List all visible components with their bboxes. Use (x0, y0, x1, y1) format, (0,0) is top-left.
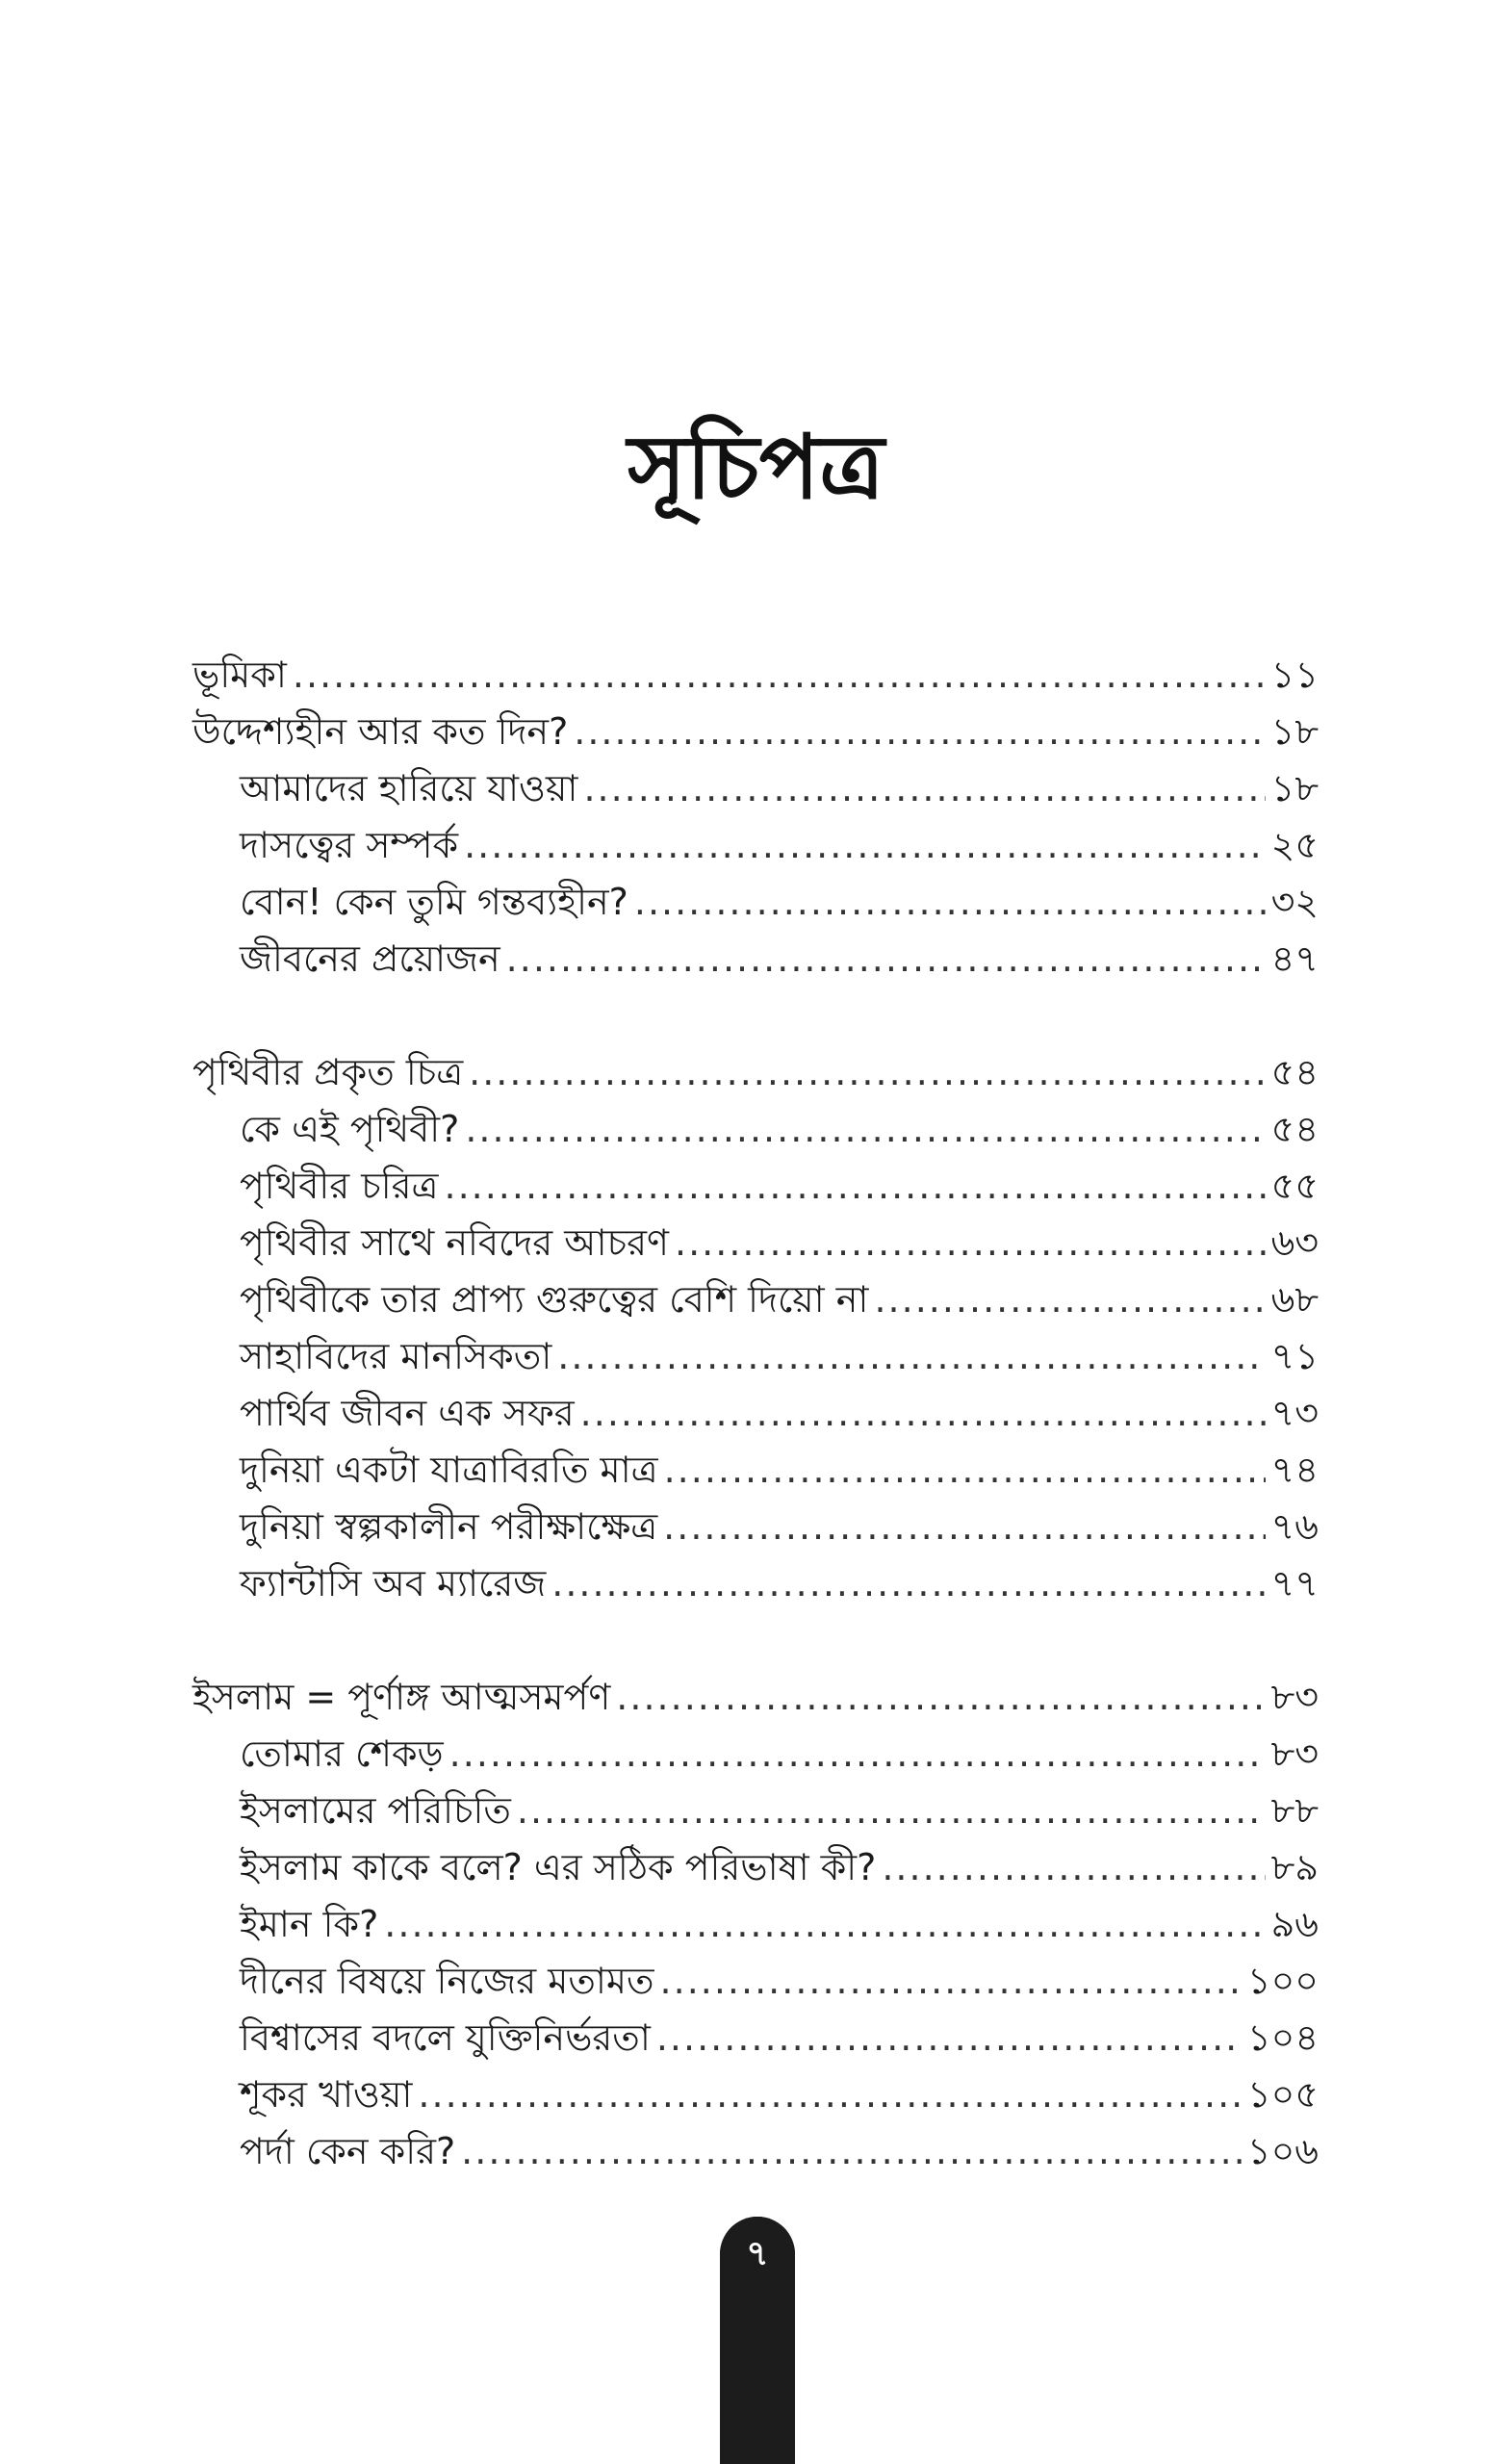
toc-subentry (192, 1158, 1319, 1215)
toc-entry-page-number: ১০৬ (1246, 2130, 1319, 2172)
toc-entry-page-number: ৯৬ (1270, 1903, 1319, 1945)
toc-entry-label: দীনের বিষয়ে নিজের মতামত (240, 1960, 654, 2002)
toc-subentry (192, 1271, 1319, 1328)
toc-subentry (192, 874, 1319, 931)
toc-entry (192, 1044, 1319, 1101)
toc-entry-page-number: ৫৫ (1270, 1165, 1319, 1207)
toc-entry-label: ভূমিকা (192, 654, 287, 696)
toc-entry-label: পৃথিবীর সাথে নবিদের আচরণ (240, 1221, 669, 1264)
toc-entry-label: ফ্যান্টাসি অব ম্যারেজ (240, 1562, 547, 1604)
page-title: সূচিপত্র (628, 416, 884, 519)
toc-subentry (192, 1442, 1319, 1499)
toc-entry-label: জীবনের প্রয়োজন (240, 937, 500, 980)
toc-entry-label: পৃথিবীর চরিত্র (240, 1165, 439, 1207)
toc-entry-label: পৃথিবীকে তার প্রাপ্য গুরুত্বের বেশি দিয়ো না (240, 1278, 869, 1321)
dot-leader (656, 2010, 1242, 2066)
toc-entry-label: কে এই পৃথিবী? (240, 1108, 460, 1150)
toc-section (192, 1044, 1319, 1612)
toc-entry-page-number: ৮৩ (1270, 1732, 1319, 1775)
toc-subentry (192, 2066, 1319, 2123)
toc-subentry (192, 817, 1319, 874)
toc-subentry (192, 1101, 1319, 1158)
dot-leader (418, 2066, 1242, 2123)
dot-leader (660, 1953, 1242, 2010)
dot-leader (449, 1726, 1266, 1783)
toc-entry-page-number: ৭৬ (1270, 1505, 1319, 1548)
toc-entry-page-number: ৩২ (1270, 881, 1319, 923)
toc-entry-page-number: ২৫ (1270, 824, 1319, 866)
dot-leader (444, 1158, 1265, 1215)
dot-leader (874, 1271, 1265, 1328)
dot-leader (384, 1896, 1265, 1953)
dot-leader (574, 704, 1265, 760)
dot-leader (675, 1215, 1266, 1271)
toc-entry-page-number: ১০০ (1246, 1960, 1319, 2002)
toc-entry (192, 1669, 1319, 1726)
dot-leader (583, 760, 1265, 817)
dot-leader (616, 1669, 1265, 1726)
toc-entry-label: ইসলামের পরিচিতি (240, 1789, 511, 1832)
toc-entry-page-number: ৪৭ (1270, 937, 1319, 980)
dot-leader (293, 647, 1266, 704)
toc-subentry (192, 1896, 1319, 1953)
toc-subentry (192, 760, 1319, 817)
toc-entry-page-number: ১১ (1270, 654, 1319, 696)
toc-entry-label: পার্থিব জীবন এক সফর (240, 1392, 575, 1434)
toc-entry-page-number: ৮৯ (1270, 1846, 1319, 1888)
toc-entry-page-number: ১৮ (1270, 710, 1319, 753)
toc-subentry (192, 2123, 1319, 2180)
toc-entry-page-number: ১০৪ (1246, 2016, 1319, 2059)
toc-entry (192, 704, 1319, 760)
toc-entry-label: ইসলাম = পূর্ণাঙ্গ আত্মসমর্পণ (192, 1676, 611, 1718)
dot-leader (580, 1385, 1266, 1442)
dot-leader (464, 817, 1266, 874)
toc-entry-page-number: ৭১ (1270, 1335, 1319, 1377)
toc-entry-page-number: ৬৮ (1270, 1278, 1319, 1321)
toc-entry-page-number: ৭৪ (1270, 1449, 1319, 1491)
toc-subentry (192, 1385, 1319, 1442)
toc-subentry (192, 1215, 1319, 1271)
toc-entry-label: উদ্দেশ্যহীন আর কত দিন? (192, 710, 569, 753)
toc-subentry (192, 1726, 1319, 1783)
toc-entry-label: পর্দা কেন করি? (240, 2130, 456, 2172)
toc-subentry (192, 1953, 1319, 2010)
toc-entry-page-number: ১৮ (1270, 767, 1319, 809)
toc-entry-label: ইমান কি? (240, 1903, 379, 1945)
page-number: ৭ (720, 2217, 795, 2292)
dot-leader (461, 2123, 1242, 2180)
toc-entry-label: বোন! কেন তুমি গন্তব্যহীন? (240, 881, 628, 923)
dot-leader (517, 1783, 1266, 1839)
toc-entry-page-number: ৮৩ (1270, 1676, 1319, 1718)
dot-leader (664, 1442, 1266, 1499)
toc-subentry (192, 931, 1319, 988)
toc-entry (192, 647, 1319, 704)
toc-subentry (192, 2010, 1319, 2066)
toc-entry-page-number: ৬৩ (1270, 1221, 1319, 1264)
toc-entry-page-number: ১০৫ (1246, 2073, 1319, 2116)
toc-section (192, 647, 1319, 988)
toc-entry-page-number: ৭৩ (1270, 1392, 1319, 1434)
toc-entry-label: তোমার শেকড় (240, 1732, 444, 1775)
toc-entry-page-number: ৭৭ (1270, 1562, 1319, 1604)
dot-leader (465, 1101, 1265, 1158)
toc-entry-label: দুনিয়া স্বল্পকালীন পরীক্ষাক্ষেত্র (240, 1505, 658, 1548)
dot-leader (557, 1328, 1265, 1385)
dot-leader (506, 931, 1266, 988)
table-of-contents (192, 647, 1319, 2237)
dot-leader (469, 1044, 1266, 1101)
dot-leader (634, 874, 1266, 931)
toc-section (192, 1669, 1319, 2180)
dot-leader (551, 1555, 1265, 1612)
toc-subentry (192, 1839, 1319, 1896)
dot-leader (882, 1839, 1265, 1896)
toc-entry-label: আমাদের হারিয়ে যাওয়া (240, 767, 578, 809)
toc-entry-label: শূকর খাওয়া (240, 2073, 413, 2116)
toc-entry-label: সাহাবিদের মানসিকতা (240, 1335, 552, 1377)
dot-leader (663, 1499, 1265, 1555)
toc-entry-label: দাসত্বের সম্পর্ক (240, 824, 459, 866)
toc-entry-page-number: ৮৮ (1270, 1789, 1319, 1832)
toc-entry-page-number: ৫৪ (1270, 1108, 1319, 1150)
toc-entry-label: বিশ্বাসের বদলে যুক্তিনির্ভরতা (240, 2016, 651, 2059)
toc-subentry (192, 1328, 1319, 1385)
toc-entry-label: দুনিয়া একটা যাত্রাবিরতি মাত্র (240, 1449, 658, 1491)
toc-subentry (192, 1783, 1319, 1839)
toc-subentry (192, 1555, 1319, 1612)
toc-subentry (192, 1499, 1319, 1555)
toc-entry-page-number: ৫৪ (1270, 1051, 1319, 1093)
toc-entry-label: ইসলাম কাকে বলে? এর সঠিক পরিভাষা কী? (240, 1846, 877, 1888)
toc-entry-label: পৃথিবীর প্রকৃত চিত্র (192, 1051, 464, 1093)
